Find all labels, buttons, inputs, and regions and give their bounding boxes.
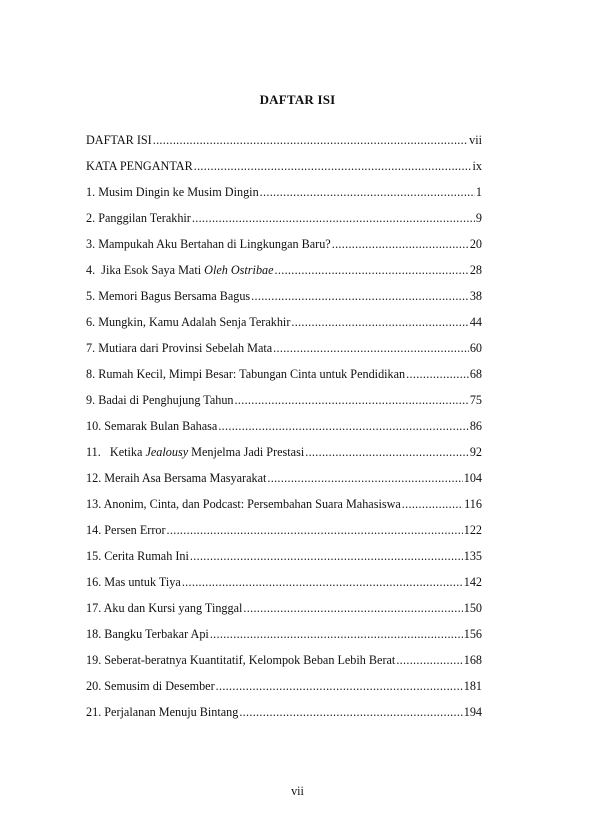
toc-dot-leader: [402, 497, 463, 512]
toc-entry: [86, 263, 482, 289]
toc-entry-page: 92: [469, 445, 482, 459]
toc-entry-title: 5. Memori Bagus Bersama Bagus: [86, 289, 251, 303]
toc-entry-page: vii: [469, 133, 482, 147]
toc-entry-page: 68: [469, 367, 482, 381]
toc-entry-title-text: 11. Ketika: [86, 445, 146, 459]
toc-entry-page: 28: [469, 263, 482, 277]
toc-dot-leader: [396, 653, 462, 668]
toc-entry-title: 1. Musim Dingin ke Musim Dingin: [86, 185, 259, 199]
toc-entry: [86, 211, 482, 237]
toc-entry-title: 2. Panggilan Terakhir: [86, 211, 191, 225]
toc-entry-page: 86: [469, 419, 482, 433]
table-of-contents: [86, 133, 482, 731]
toc-entry: [86, 471, 482, 497]
toc-entry: [86, 159, 482, 185]
toc-entry: [86, 289, 482, 315]
toc-entry: [86, 237, 482, 263]
toc-dot-leader: [218, 419, 468, 434]
toc-entry-page: 181: [463, 679, 482, 693]
toc-entry-page: 156: [463, 627, 482, 641]
toc-entry-page: 38: [469, 289, 482, 303]
toc-entry: [86, 575, 482, 601]
toc-entry-page: 142: [463, 575, 482, 589]
toc-entry: [86, 445, 482, 471]
toc-entry: [86, 393, 482, 419]
toc-entry-page: 150: [463, 601, 482, 615]
toc-entry-title: [86, 263, 274, 278]
toc-dot-leader: [235, 393, 469, 408]
toc-entry: [86, 185, 482, 211]
toc-entry-title-post: Menjelma Jadi Prestasi: [188, 445, 305, 459]
toc-entry: [86, 627, 482, 653]
toc-dot-leader: [305, 445, 469, 460]
toc-entry-page: 1: [475, 185, 482, 199]
toc-entry-title: 20. Semusim di Desember: [86, 679, 215, 693]
toc-entry-title: 21. Perjalanan Menuju Bintang: [86, 705, 239, 719]
toc-entry: [86, 315, 482, 341]
toc-entry-title: 14. Persen Error: [86, 523, 166, 537]
toc-dot-leader: [291, 315, 468, 330]
toc-dot-leader: [182, 575, 463, 590]
toc-entry: [86, 653, 482, 679]
toc-entry-page: 60: [469, 341, 482, 355]
toc-entry: [86, 367, 482, 393]
toc-dot-leader: [273, 341, 469, 356]
toc-dot-leader: [216, 679, 463, 694]
toc-dot-leader: [167, 523, 463, 538]
footer-page-number: vii: [291, 784, 304, 798]
toc-dot-leader: [260, 185, 475, 200]
toc-entry-page: 122: [463, 523, 482, 537]
toc-entry-page: 20: [469, 237, 482, 251]
toc-entry-title: 7. Mutiara dari Provinsi Sebelah Mata: [86, 341, 273, 355]
toc-entry-title: 3. Mampukah Aku Bertahan di Lingkungan Baru?: [86, 237, 331, 251]
toc-dot-leader: [267, 471, 462, 486]
toc-entry-page: 104: [463, 471, 482, 485]
toc-dot-leader: [243, 601, 462, 616]
toc-entry-title: 8. Rumah Kecil, Mimpi Besar: Tabungan Cinta untuk Pendidikan: [86, 367, 406, 381]
page-title: DAFTAR ISI: [259, 92, 336, 107]
toc-entry-page: 9: [475, 211, 482, 225]
toc-entry-title: 6. Mungkin, Kamu Adalah Senja Terakhir: [86, 315, 291, 329]
toc-entry-title: [86, 445, 304, 460]
toc-entry-title: 10. Semarak Bulan Bahasa: [86, 419, 218, 433]
toc-dot-leader: [210, 627, 463, 642]
toc-dot-leader: [406, 367, 469, 382]
toc-entry: [86, 679, 482, 705]
toc-entry-title: 15. Cerita Rumah Ini: [86, 549, 189, 563]
toc-entry-page: 168: [463, 653, 482, 667]
toc-entry-title: 16. Mas untuk Tiya: [86, 575, 181, 589]
toc-entry-title-italic: Oleh Ostribae: [204, 263, 274, 277]
toc-dot-leader: [194, 159, 472, 174]
toc-dot-leader: [275, 263, 469, 278]
toc-entry: [86, 341, 482, 367]
toc-entry-page: 194: [463, 705, 482, 719]
toc-entry: [86, 419, 482, 445]
toc-dot-leader: [192, 211, 475, 226]
toc-dot-leader: [153, 133, 468, 148]
toc-dot-leader: [239, 705, 462, 720]
toc-entry-page: 116: [464, 497, 482, 511]
toc-entry-title: KATA PENGANTAR: [86, 159, 193, 173]
toc-entry: [86, 549, 482, 575]
toc-entry: [86, 523, 482, 549]
toc-entry-title: 19. Seberat-beratnya Kuantitatif, Kelompok Beban Lebih Berat: [86, 653, 396, 667]
toc-dot-leader: [251, 289, 469, 304]
toc-entry: [86, 601, 482, 627]
toc-entry-title: 9. Badai di Penghujung Tahun: [86, 393, 234, 407]
toc-entry-title: DAFTAR ISI: [86, 133, 152, 147]
toc-entry-title: 18. Bangku Terbakar Api: [86, 627, 209, 641]
toc-entry-page: 135: [463, 549, 482, 563]
toc-entry-page: 44: [469, 315, 482, 329]
toc-dot-leader: [332, 237, 469, 252]
toc-entry-page: ix: [472, 159, 482, 173]
toc-dot-leader: [190, 549, 463, 564]
toc-entry-title: 13. Anonim, Cinta, dan Podcast: Persembahan Suara Mahasiswa: [86, 497, 401, 511]
toc-entry: [86, 497, 482, 523]
toc-entry: [86, 133, 482, 159]
toc-entry-page: 75: [469, 393, 482, 407]
toc-entry-title: 12. Meraih Asa Bersama Masyarakat: [86, 471, 267, 485]
toc-entry-title-italic: Jealousy: [145, 445, 189, 459]
toc-entry-title: 17. Aku dan Kursi yang Tinggal: [86, 601, 243, 615]
toc-entry: [86, 705, 482, 731]
toc-entry-title-text: 4. Jika Esok Saya Mati: [86, 263, 205, 277]
